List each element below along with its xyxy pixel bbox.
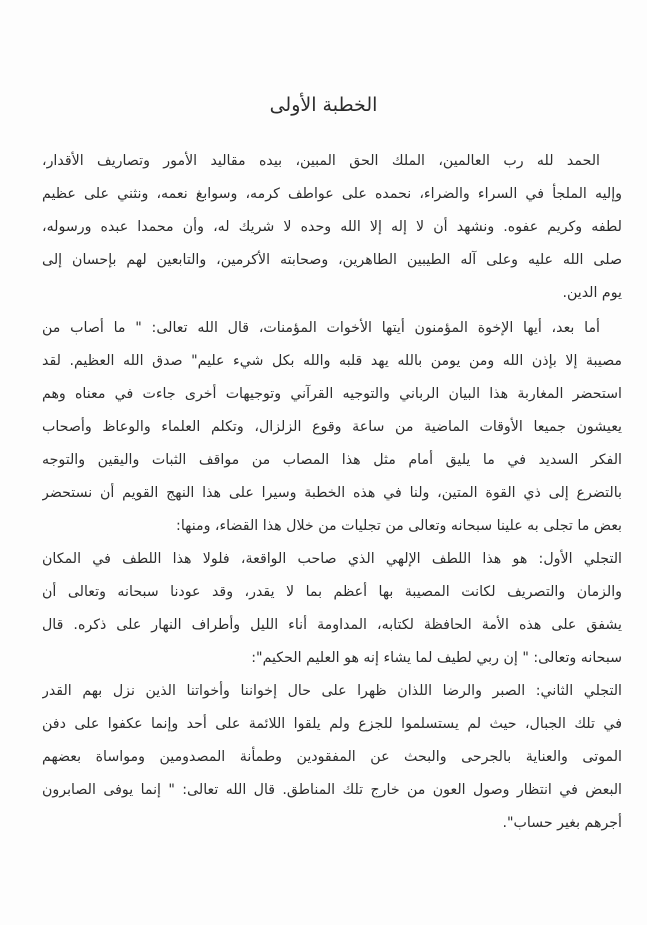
text-line: أما بعد، أيها الإخوة المؤمنون أيتها الأخوات المؤمنات، قال الله تعالى: " ما أصاب من [42,320,600,336]
text-line: أجرهم بغير حساب". [502,815,622,831]
text-line: في تلك الجبال، حيث لم يستسلموا للجزع ولم يلقوا اللائمة على أحد وإنما عكفوا على دفن [42,716,622,732]
text-line: الموتى والعناية بالجرحى والبحث عن المفقودين وطمأنة المصدومين ومواساة بعضهم [42,749,622,765]
text-line: الحمد لله رب العالمين، الملك الحق المبين، بيده مقاليد الأمور وتصاريف الأقدار، [42,153,600,169]
text-line: يعيشون جميعا الأوقات الماضية من ساعة وقوع الزلزال، وتكلم العلماء والوعاظ وأصحاب [42,419,622,435]
text-line: بالتضرع إلى ذي القوة المتين، ولنا في هذه الخطبة وسيرا على هذا النهج القويم أن نستحضر [42,485,622,501]
text-line: التجلي الثاني: الصبر والرضا اللذان ظهرا على حال إخواننا وأخواتنا الذين نزل بهم القدر [42,683,622,699]
text-line: التجلي الأول: هو هذا اللطف الإلهي الذي صاحب الواقعة، فلولا هذا اللطف في المكان [42,551,622,567]
text-line: والزمان والتصريف لكانت المصيبة بها أعظم بما لا يقدر، وقد عودنا سبحانه وتعالى أن [42,584,622,600]
text-line: سبحانه وتعالى: " إن ربي لطيف لما يشاء إنه هو العليم الحكيم": [251,650,622,666]
text-line: يوم الدين. [562,285,622,301]
text-line: مصيبة إلا بإذن الله ومن يومن بالله يهد قلبه والله بكل شيء عليم" صدق الله العظيم. لقد [42,353,622,369]
text-line: صلى الله عليه وعلى آله الطيبين الطاهرين، وصحابته الأكرمين، والتابعين لهم بإحسان إلى [42,252,622,268]
sermon-title: الخطبة الأولى [269,94,378,116]
text-line: استحضر المغاربة هذا البيان الرباني والتوجيه القرآني وتوجيهات أخرى جاءت في معناه وهم [42,386,622,402]
text-line: لطفه وكريم عفوه. ونشهد أن لا إله إلا الله وحده لا شريك له، وأن محمدا عبده ورسوله، [42,219,622,235]
text-line: بعض ما تجلى به علينا سبحانه وتعالى من تجليات من خلال هذا القضاء، ومنها: [176,518,622,534]
text-line: يشفق على هذه الأمة الحافظة لكتابه، المداومة أناء الليل وأطراف النهار على ذكره. قال [42,617,622,633]
text-line: وإليه الملجأ في السراء والضراء، نحمده على عواطف كرمه، وسوابغ نعمه، ونثني على عظيم [42,186,622,202]
text-line: البعض في انتظار وصول العون من خارج تلك المناطق. قال الله تعالى: " إنما يوفى الصابرون [42,782,622,798]
text-line: الفكر السديد في ما يليق أمام مثل هذا المصاب من مواقف الثبات واليقين والتوجه [42,452,622,468]
